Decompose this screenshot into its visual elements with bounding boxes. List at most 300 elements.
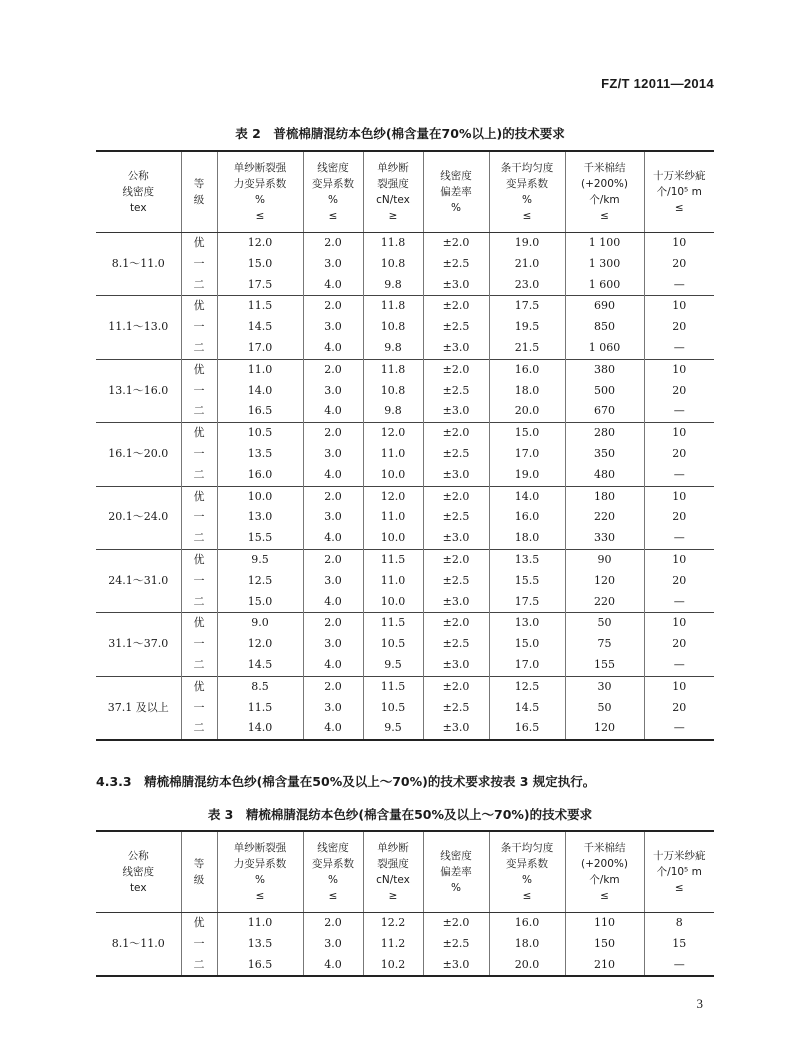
header-line: % <box>451 882 461 894</box>
cell-density-cv: 4.0 <box>303 592 363 613</box>
cell-strength-cv: 17.0 <box>217 338 303 359</box>
header-line: 个/10⁵ m <box>656 186 702 198</box>
cell-tenacity: 10.5 <box>363 698 423 719</box>
cell-nominal-density: 31.1～37.0 <box>96 613 181 676</box>
cell-evenness-cv: 15.0 <box>489 423 565 444</box>
cell-yarn-faults: — <box>644 275 714 296</box>
cell-grade: 优 <box>181 913 217 934</box>
cell-yarn-faults: — <box>644 655 714 676</box>
cell-density-cv: 4.0 <box>303 955 363 977</box>
cell-density-deviation: ±3.0 <box>423 528 489 549</box>
cell-strength-cv: 13.0 <box>217 507 303 528</box>
header-line: 个/km <box>589 874 620 886</box>
cell-density-deviation: ±3.0 <box>423 592 489 613</box>
cell-grade: 二 <box>181 955 217 977</box>
header-evenness-cv <box>489 831 565 913</box>
cell-yarn-faults: 20 <box>644 634 714 655</box>
cell-density-cv: 3.0 <box>303 934 363 955</box>
header-density-deviation <box>423 831 489 913</box>
header-line: ≤ <box>328 210 338 222</box>
header-neps <box>565 831 644 913</box>
cell-density-deviation: ±3.0 <box>423 655 489 676</box>
cell-density-cv: 2.0 <box>303 359 363 380</box>
header-line: % <box>522 194 532 206</box>
header-line: 变异系数 <box>506 858 548 870</box>
cell-yarn-faults: — <box>644 718 714 740</box>
cell-strength-cv: 13.5 <box>217 444 303 465</box>
header-line: cN/tex <box>376 194 410 206</box>
cell-grade: 优 <box>181 549 217 570</box>
table-row <box>96 317 714 338</box>
cell-neps: 30 <box>565 676 644 697</box>
cell-neps: 1 060 <box>565 338 644 359</box>
cell-density-cv: 2.0 <box>303 486 363 507</box>
cell-grade: 一 <box>181 317 217 338</box>
cell-tenacity: 11.8 <box>363 296 423 317</box>
cell-density-deviation: ±2.0 <box>423 233 489 254</box>
cell-strength-cv: 16.5 <box>217 955 303 977</box>
cell-neps: 380 <box>565 359 644 380</box>
cell-yarn-faults: — <box>644 955 714 977</box>
cell-nominal-density: 11.1～13.0 <box>96 296 181 359</box>
cell-density-deviation: ±2.5 <box>423 381 489 402</box>
cell-strength-cv: 12.0 <box>217 233 303 254</box>
cell-yarn-faults: 15 <box>644 934 714 955</box>
cell-tenacity: 10.5 <box>363 634 423 655</box>
table-3 <box>96 830 714 977</box>
table-row <box>96 676 714 697</box>
cell-tenacity: 11.0 <box>363 571 423 592</box>
header-line: ≤ <box>255 890 265 902</box>
cell-grade: 优 <box>181 613 217 634</box>
table-3-caption: 表 3 精梳棉腈混纺本色纱(棉含量在50%及以上～70%)的技术要求 <box>207 807 593 822</box>
header-line: ≤ <box>522 890 532 902</box>
header-line: (+200%) <box>580 858 628 870</box>
header-density-cv <box>303 831 363 913</box>
header-line: 十万米纱疵 <box>653 170 706 182</box>
table-row <box>96 444 714 465</box>
cell-strength-cv: 15.0 <box>217 592 303 613</box>
cell-density-deviation: ±2.0 <box>423 676 489 697</box>
cell-grade: 二 <box>181 528 217 549</box>
cell-tenacity: 11.8 <box>363 233 423 254</box>
cell-strength-cv: 13.5 <box>217 934 303 955</box>
cell-neps: 155 <box>565 655 644 676</box>
cell-evenness-cv: 21.0 <box>489 254 565 275</box>
cell-density-cv: 3.0 <box>303 444 363 465</box>
cell-density-deviation: ±2.0 <box>423 359 489 380</box>
cell-density-cv: 4.0 <box>303 465 363 486</box>
header-strength-cv <box>217 151 303 233</box>
cell-neps: 90 <box>565 549 644 570</box>
cell-neps: 1 600 <box>565 275 644 296</box>
header-line: 等 <box>193 858 205 870</box>
cell-grade: 一 <box>181 254 217 275</box>
standard-code: FZ/T 12011—2014 <box>601 76 714 91</box>
cell-strength-cv: 15.0 <box>217 254 303 275</box>
cell-neps: 1 300 <box>565 254 644 275</box>
header-line: 十万米纱疵 <box>653 850 706 862</box>
cell-density-cv: 4.0 <box>303 655 363 676</box>
header-line: (+200%) <box>580 178 628 190</box>
cell-grade: 二 <box>181 465 217 486</box>
cell-tenacity: 9.8 <box>363 401 423 422</box>
header-line: 级 <box>193 874 205 886</box>
header-line: 偏差率 <box>440 866 472 878</box>
header-line: % <box>328 874 338 886</box>
cell-tenacity: 9.8 <box>363 338 423 359</box>
cell-evenness-cv: 16.5 <box>489 718 565 740</box>
header-line: 偏差率 <box>440 186 472 198</box>
header-neps <box>565 151 644 233</box>
cell-density-deviation: ±2.0 <box>423 549 489 570</box>
cell-evenness-cv: 17.0 <box>489 444 565 465</box>
header-line: 裂强度 <box>377 178 409 190</box>
cell-strength-cv: 11.0 <box>217 913 303 934</box>
header-line: ≤ <box>674 202 684 214</box>
cell-evenness-cv: 13.0 <box>489 613 565 634</box>
cell-yarn-faults: 10 <box>644 423 714 444</box>
cell-grade: 二 <box>181 275 217 296</box>
cell-density-cv: 4.0 <box>303 275 363 296</box>
cell-neps: 120 <box>565 571 644 592</box>
header-line: 变异系数 <box>312 858 354 870</box>
table-row <box>96 507 714 528</box>
cell-strength-cv: 12.0 <box>217 634 303 655</box>
cell-grade: 一 <box>181 444 217 465</box>
cell-grade: 一 <box>181 381 217 402</box>
cell-yarn-faults: 10 <box>644 233 714 254</box>
header-line: % <box>451 202 461 214</box>
table-row <box>96 634 714 655</box>
cell-grade: 优 <box>181 486 217 507</box>
cell-yarn-faults: 10 <box>644 486 714 507</box>
cell-grade: 优 <box>181 359 217 380</box>
header-line: ≤ <box>255 210 265 222</box>
header-evenness-cv <box>489 151 565 233</box>
cell-evenness-cv: 17.5 <box>489 592 565 613</box>
cell-tenacity: 10.0 <box>363 528 423 549</box>
cell-tenacity: 11.5 <box>363 676 423 697</box>
header-line: 级 <box>193 194 205 206</box>
cell-strength-cv: 15.5 <box>217 528 303 549</box>
cell-yarn-faults: 10 <box>644 613 714 634</box>
header-line: 线密度 <box>122 866 154 878</box>
cell-evenness-cv: 17.5 <box>489 296 565 317</box>
header-line: 单纱断 <box>377 842 409 854</box>
cell-tenacity: 9.5 <box>363 655 423 676</box>
cell-grade: 一 <box>181 571 217 592</box>
table-row <box>96 359 714 380</box>
cell-strength-cv: 16.5 <box>217 401 303 422</box>
cell-evenness-cv: 14.0 <box>489 486 565 507</box>
cell-strength-cv: 14.0 <box>217 718 303 740</box>
table-row <box>96 955 714 977</box>
table-row <box>96 296 714 317</box>
header-line: tex <box>129 202 147 214</box>
cell-tenacity: 10.0 <box>363 465 423 486</box>
header-line: ≤ <box>600 210 609 222</box>
cell-grade: 一 <box>181 634 217 655</box>
cell-neps: 280 <box>565 423 644 444</box>
cell-evenness-cv: 18.0 <box>489 528 565 549</box>
cell-tenacity: 10.8 <box>363 317 423 338</box>
cell-neps: 220 <box>565 592 644 613</box>
cell-density-deviation: ±2.5 <box>423 571 489 592</box>
table-row <box>96 423 714 444</box>
cell-yarn-faults: 20 <box>644 254 714 275</box>
header-line: 公称 <box>127 170 149 182</box>
cell-strength-cv: 17.5 <box>217 275 303 296</box>
cell-nominal-density: 37.1 及以上 <box>96 676 181 740</box>
cell-tenacity: 10.8 <box>363 254 423 275</box>
cell-yarn-faults: 10 <box>644 359 714 380</box>
cell-density-deviation: ±3.0 <box>423 338 489 359</box>
header-nominal-density <box>96 831 181 913</box>
cell-tenacity: 12.0 <box>363 486 423 507</box>
cell-yarn-faults: 10 <box>644 296 714 317</box>
cell-density-cv: 3.0 <box>303 507 363 528</box>
cell-tenacity: 9.5 <box>363 718 423 740</box>
cell-tenacity: 11.5 <box>363 549 423 570</box>
table-2-header-row <box>96 151 714 233</box>
cell-density-cv: 3.0 <box>303 381 363 402</box>
cell-strength-cv: 10.0 <box>217 486 303 507</box>
header-line: 单纱断裂强 <box>233 842 287 854</box>
cell-grade: 二 <box>181 718 217 740</box>
cell-grade: 优 <box>181 296 217 317</box>
cell-neps: 480 <box>565 465 644 486</box>
cell-yarn-faults: 8 <box>644 913 714 934</box>
cell-yarn-faults: — <box>644 338 714 359</box>
cell-yarn-faults: 10 <box>644 549 714 570</box>
table-row <box>96 401 714 422</box>
cell-density-deviation: ±2.5 <box>423 254 489 275</box>
cell-density-cv: 4.0 <box>303 718 363 740</box>
table-row <box>96 698 714 719</box>
header-line: 个/10⁵ m <box>656 866 702 878</box>
cell-nominal-density: 8.1～11.0 <box>96 913 181 977</box>
cell-strength-cv: 14.5 <box>217 655 303 676</box>
header-nominal-density <box>96 151 181 233</box>
header-line: 力变异系数 <box>233 858 287 870</box>
cell-density-deviation: ±2.0 <box>423 296 489 317</box>
cell-evenness-cv: 23.0 <box>489 275 565 296</box>
cell-grade: 优 <box>181 676 217 697</box>
cell-evenness-cv: 16.0 <box>489 507 565 528</box>
header-line: 条干均匀度 <box>500 842 554 854</box>
table-row <box>96 913 714 934</box>
header-line: 千米棉结 <box>583 162 626 174</box>
cell-density-cv: 3.0 <box>303 571 363 592</box>
cell-evenness-cv: 15.0 <box>489 634 565 655</box>
header-line: 线密度 <box>440 170 472 182</box>
cell-yarn-faults: 20 <box>644 317 714 338</box>
cell-density-deviation: ±2.0 <box>423 913 489 934</box>
cell-evenness-cv: 13.5 <box>489 549 565 570</box>
cell-neps: 120 <box>565 718 644 740</box>
cell-tenacity: 11.0 <box>363 507 423 528</box>
table-row <box>96 486 714 507</box>
cell-density-deviation: ±2.5 <box>423 317 489 338</box>
cell-evenness-cv: 19.0 <box>489 465 565 486</box>
table-row <box>96 528 714 549</box>
cell-density-deviation: ±3.0 <box>423 401 489 422</box>
cell-density-deviation: ±2.5 <box>423 634 489 655</box>
header-breaking-tenacity <box>363 831 423 913</box>
cell-strength-cv: 11.0 <box>217 359 303 380</box>
cell-yarn-faults: 20 <box>644 698 714 719</box>
cell-neps: 1 100 <box>565 233 644 254</box>
header-line: 力变异系数 <box>233 178 287 190</box>
cell-tenacity: 10.8 <box>363 381 423 402</box>
cell-density-cv: 2.0 <box>303 423 363 444</box>
table-row <box>96 381 714 402</box>
header-yarn-faults <box>644 151 714 233</box>
cell-tenacity: 12.2 <box>363 913 423 934</box>
table-row <box>96 338 714 359</box>
header-line: 公称 <box>127 850 149 862</box>
header-line: 线密度 <box>317 162 349 174</box>
table-row <box>96 655 714 676</box>
cell-yarn-faults: 20 <box>644 507 714 528</box>
cell-nominal-density: 24.1～31.0 <box>96 549 181 612</box>
cell-density-deviation: ±2.0 <box>423 486 489 507</box>
header-line: 线密度 <box>440 850 472 862</box>
cell-yarn-faults: — <box>644 465 714 486</box>
cell-strength-cv: 8.5 <box>217 676 303 697</box>
table-row <box>96 934 714 955</box>
cell-density-cv: 3.0 <box>303 634 363 655</box>
cell-grade: 优 <box>181 233 217 254</box>
page-number: 3 <box>696 996 703 1011</box>
header-yarn-faults <box>644 831 714 913</box>
header-line: ≤ <box>600 890 609 902</box>
cell-density-deviation: ±2.0 <box>423 423 489 444</box>
table-row <box>96 571 714 592</box>
cell-grade: 一 <box>181 507 217 528</box>
table-row <box>96 465 714 486</box>
cell-yarn-faults: — <box>644 528 714 549</box>
cell-density-cv: 2.0 <box>303 549 363 570</box>
cell-grade: 二 <box>181 338 217 359</box>
cell-evenness-cv: 19.0 <box>489 233 565 254</box>
cell-neps: 220 <box>565 507 644 528</box>
cell-strength-cv: 9.5 <box>217 549 303 570</box>
header-line: 单纱断 <box>377 162 409 174</box>
header-line: 线密度 <box>317 842 349 854</box>
cell-strength-cv: 11.5 <box>217 698 303 719</box>
header-line: % <box>328 194 338 206</box>
cell-density-cv: 2.0 <box>303 676 363 697</box>
cell-density-deviation: ±3.0 <box>423 275 489 296</box>
table-row <box>96 592 714 613</box>
cell-grade: 一 <box>181 934 217 955</box>
header-grade <box>181 831 217 913</box>
cell-strength-cv: 11.5 <box>217 296 303 317</box>
cell-density-cv: 3.0 <box>303 317 363 338</box>
cell-density-cv: 3.0 <box>303 698 363 719</box>
cell-tenacity: 11.2 <box>363 934 423 955</box>
cell-neps: 210 <box>565 955 644 977</box>
header-strength-cv <box>217 831 303 913</box>
table-row <box>96 275 714 296</box>
cell-density-cv: 4.0 <box>303 528 363 549</box>
cell-strength-cv: 9.0 <box>217 613 303 634</box>
cell-yarn-faults: 20 <box>644 571 714 592</box>
cell-tenacity: 11.8 <box>363 359 423 380</box>
cell-grade: 二 <box>181 592 217 613</box>
cell-density-cv: 3.0 <box>303 254 363 275</box>
cell-strength-cv: 14.0 <box>217 381 303 402</box>
cell-neps: 50 <box>565 698 644 719</box>
header-line: 单纱断裂强 <box>233 162 287 174</box>
table-row <box>96 549 714 570</box>
header-breaking-tenacity <box>363 151 423 233</box>
cell-evenness-cv: 18.0 <box>489 381 565 402</box>
cell-tenacity: 10.0 <box>363 592 423 613</box>
cell-density-cv: 4.0 <box>303 401 363 422</box>
header-line: ≤ <box>674 882 684 894</box>
table-row <box>96 613 714 634</box>
table-row <box>96 233 714 254</box>
cell-tenacity: 11.0 <box>363 444 423 465</box>
cell-neps: 670 <box>565 401 644 422</box>
cell-tenacity: 12.0 <box>363 423 423 444</box>
header-line: ≥ <box>388 890 398 902</box>
cell-yarn-faults: — <box>644 401 714 422</box>
clause-4-3-3: 4.3.3 精梳棉腈混纺本色纱(棉含量在50%及以上～70%)的技术要求按表 3 规定执行。 <box>96 774 596 789</box>
cell-tenacity: 9.8 <box>363 275 423 296</box>
header-line: 变异系数 <box>312 178 354 190</box>
cell-density-deviation: ±3.0 <box>423 955 489 977</box>
cell-nominal-density: 8.1～11.0 <box>96 233 181 296</box>
table-row <box>96 254 714 275</box>
cell-neps: 150 <box>565 934 644 955</box>
cell-nominal-density: 20.1～24.0 <box>96 486 181 549</box>
cell-density-cv: 2.0 <box>303 233 363 254</box>
header-line: cN/tex <box>376 874 410 886</box>
cell-grade: 二 <box>181 655 217 676</box>
cell-evenness-cv: 16.0 <box>489 913 565 934</box>
cell-neps: 500 <box>565 381 644 402</box>
cell-density-deviation: ±3.0 <box>423 718 489 740</box>
cell-strength-cv: 12.5 <box>217 571 303 592</box>
header-line: 裂强度 <box>377 858 409 870</box>
cell-density-deviation: ±3.0 <box>423 465 489 486</box>
cell-density-deviation: ±2.5 <box>423 444 489 465</box>
cell-evenness-cv: 18.0 <box>489 934 565 955</box>
header-density-cv <box>303 151 363 233</box>
header-line: % <box>522 874 532 886</box>
header-line: ≥ <box>388 210 398 222</box>
cell-yarn-faults: — <box>644 592 714 613</box>
cell-nominal-density: 13.1～16.0 <box>96 359 181 422</box>
cell-evenness-cv: 14.5 <box>489 698 565 719</box>
cell-neps: 50 <box>565 613 644 634</box>
table-row <box>96 718 714 740</box>
cell-density-cv: 2.0 <box>303 296 363 317</box>
cell-density-deviation: ±2.0 <box>423 613 489 634</box>
header-line: ≤ <box>522 210 532 222</box>
header-density-deviation <box>423 151 489 233</box>
cell-density-deviation: ±2.5 <box>423 698 489 719</box>
header-line: 条干均匀度 <box>500 162 554 174</box>
cell-evenness-cv: 20.0 <box>489 955 565 977</box>
table-3-header-row <box>96 831 714 913</box>
header-line: 线密度 <box>122 186 154 198</box>
cell-strength-cv: 14.5 <box>217 317 303 338</box>
